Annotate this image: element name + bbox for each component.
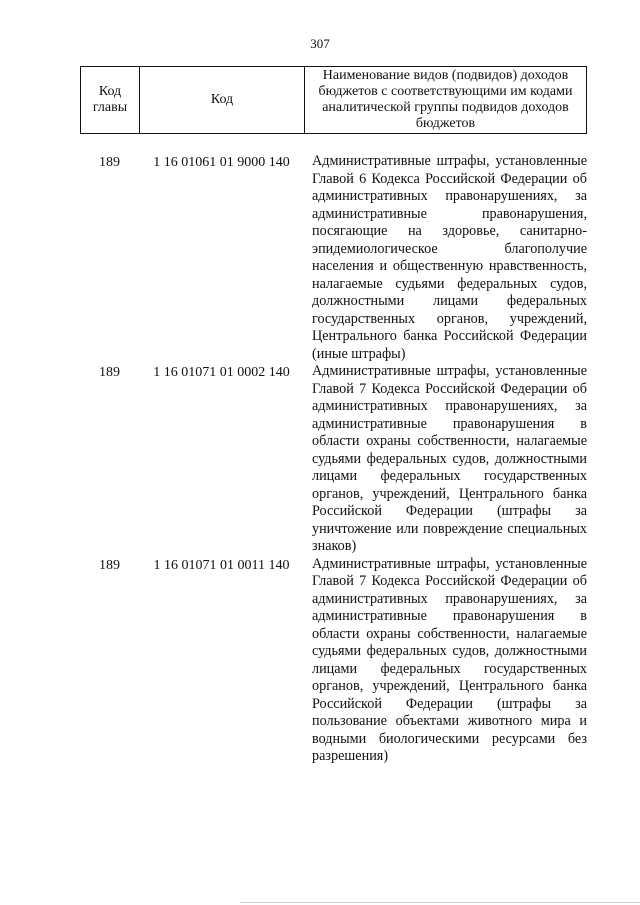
header-name-label: Наименование видов (подвидов) доходов бюджетов с соответствующими им кодами аналитической группы подвидов доходов бюджетов (318, 68, 573, 131)
row-code: 1 16 01071 01 0011 140 (153, 557, 290, 573)
header-code (140, 67, 305, 133)
header-chapter-code (81, 67, 140, 133)
row-code: 1 16 01061 01 9000 140 (153, 155, 290, 170)
table-header (80, 66, 587, 134)
table-row (80, 363, 587, 556)
row-chapter-code: 189 (99, 557, 120, 573)
row-name: Административные штрафы, установленные Главой 7 Кодекса Российской Федерации об административных правонарушениях, за административные правонарушения в области охраны собственности, налагаемые судьями федеральных судов, должностными лицами федеральных государственных органов, учреждений, Центрального банка Российской Федерации (штрафы за уничтожение или повреждение специальных знаков) (312, 363, 587, 554)
page-number: 307 (310, 36, 330, 51)
row-code: 1 16 01071 01 0002 140 (153, 365, 290, 380)
row-name: Административные штрафы, установленные Главой 6 Кодекса Российской Федерации об административных правонарушениях, за административные правонарушения, посягающие на здоровье, санитарно-эпидемиологическое благополучие населения и общественную нравственность, налагаемые судьями федеральных судов, должностными лицами федеральных государственных органов, учреждений, Центрального банка Российской Федерации (иные штрафы) (312, 153, 587, 362)
header-name (305, 67, 586, 133)
table-row (80, 153, 587, 363)
scan-edge-line (240, 902, 640, 903)
header-code-label: Код (210, 92, 234, 107)
row-chapter-code: 189 (99, 155, 120, 170)
table-row (80, 556, 587, 766)
row-name: Административные штрафы, установленные Главой 7 Кодекса Российской Федерации об административных правонарушениях, за административные правонарушения в области охраны собственности, налагаемые судьями федеральных судов, должностными лицами федеральных государственных органов, учреждений, Центрального банка Российской Федерации (штрафы за пользование объектами животного мира и водными биологическими ресурсами без разрешения) (312, 555, 587, 764)
header-chapter-code-label: Код главы (92, 84, 128, 115)
table-body (80, 153, 587, 766)
row-chapter-code: 189 (99, 365, 120, 380)
